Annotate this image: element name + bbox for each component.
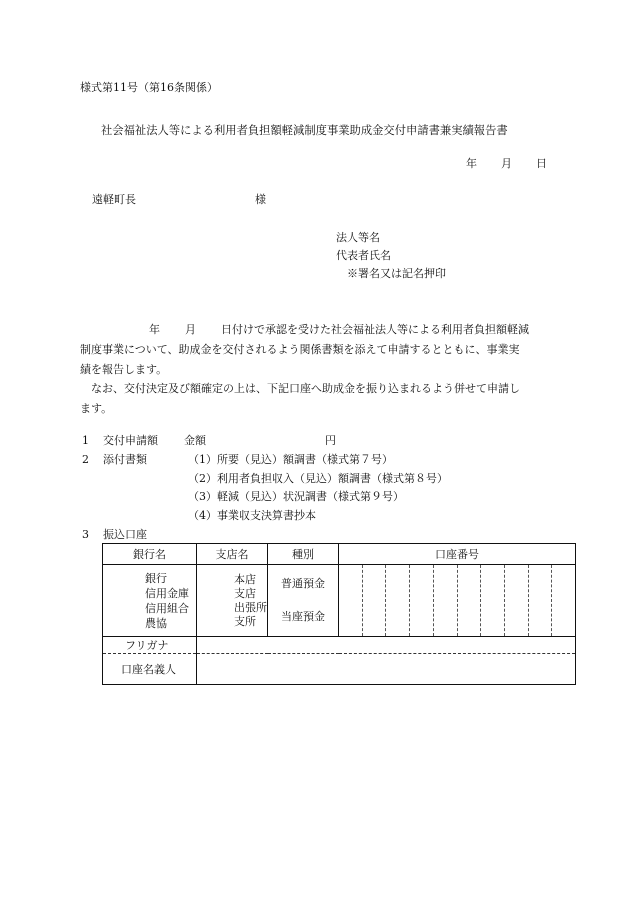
attachment-3: （3）軽減（見込）状況調書（様式第９号） [188,490,404,503]
addressee-name: 遠軽町長 [92,193,136,206]
item1-unit: 円 [325,434,336,447]
rep-name-label: 代表者氏名 [336,249,391,262]
approval-month: 月 [185,323,196,336]
item2-number: 2 [82,453,89,466]
body-line-5: ます。 [80,401,113,415]
account-digit-box[interactable] [385,565,409,636]
bank-type-option: 農協 [145,616,167,630]
branch-type-option: 本店 [234,572,256,586]
header-branch-name: 支店名 [197,544,268,565]
body-line-1: 日付けで承認を受けた社会福祉法人等による利用者負担額軽減 [221,323,529,336]
bank-type-cell[interactable] [103,565,197,637]
date-year: 年 [466,157,477,170]
item2-label: 添付書類 [103,453,147,466]
header-bank-name: 銀行名 [103,544,197,565]
item1-number: 1 [82,434,89,447]
branch-type-cell[interactable] [197,565,268,637]
page-title: 社会福祉法人等による利用者負担額軽減制度事業助成金交付申請書兼実績報告書 [101,124,508,137]
item1-amount-label: 金額 [184,434,206,447]
signature-note: ※署名又は記名押印 [347,267,446,280]
account-digit-box[interactable] [528,565,552,636]
account-digit-box[interactable] [362,565,386,636]
account-digit-box[interactable] [504,565,528,636]
approval-year: 年 [149,323,160,336]
item3-label: 振込口座 [103,528,147,541]
bank-type-option: 信用組合 [145,601,189,615]
furigana-label: フリガナ [103,637,197,654]
date-day: 日 [536,157,547,170]
branch-type-option: 出張所 [234,600,267,614]
body-line-2: 制度事業について、助成金を交付されるよう関係書類を添えて申請するとともに、事業実 [80,343,520,356]
item3-number: 3 [82,528,89,541]
bank-type-option: 信用金庫 [145,586,189,600]
account-digit-box[interactable] [409,565,433,636]
branch-type-option: 支所 [234,614,256,628]
attachment-4: （4）事業収支決算書抄本 [188,509,316,522]
account-digit-box[interactable] [457,565,481,636]
corp-name-label: 法人等名 [336,231,380,244]
account-number-cell[interactable] [339,565,576,637]
date-month: 月 [501,157,512,170]
furigana-field[interactable] [197,637,576,654]
attachment-2: （2）利用者負担収入（見込）額調書（様式第８号） [188,472,448,485]
attachment-1: （1）所要（見込）額調書（様式第７号） [188,453,393,466]
account-digit-box[interactable] [433,565,457,636]
header-account-type: 種別 [268,544,339,565]
account-holder-field[interactable] [197,654,576,685]
body-line-4: なお、交付決定及び額確定の上は、下記口座へ助成金を振り込まれるよう併せて申請し [91,382,520,395]
deposit-type-option: 当座預金 [281,610,325,623]
branch-type-option: 支店 [234,586,256,600]
deposit-type-cell[interactable] [268,565,339,637]
account-digit-box[interactable] [480,565,504,636]
deposit-type-option: 普通預金 [281,577,325,590]
bank-type-option: 銀行 [145,571,167,585]
account-digit-box[interactable] [551,565,575,636]
body-line-3: 績を報告します。 [80,362,168,376]
form-number: 様式第11号（第16条関係） [80,81,218,94]
body-paragraph [80,340,555,418]
account-digit-box[interactable] [339,565,362,636]
bank-account-table [102,543,576,685]
item1-label: 交付申請額 [103,434,158,447]
account-holder-label: 口座名義人 [103,654,197,685]
header-account-number: 口座番号 [339,544,576,565]
addressee-honorific: 様 [255,193,266,206]
